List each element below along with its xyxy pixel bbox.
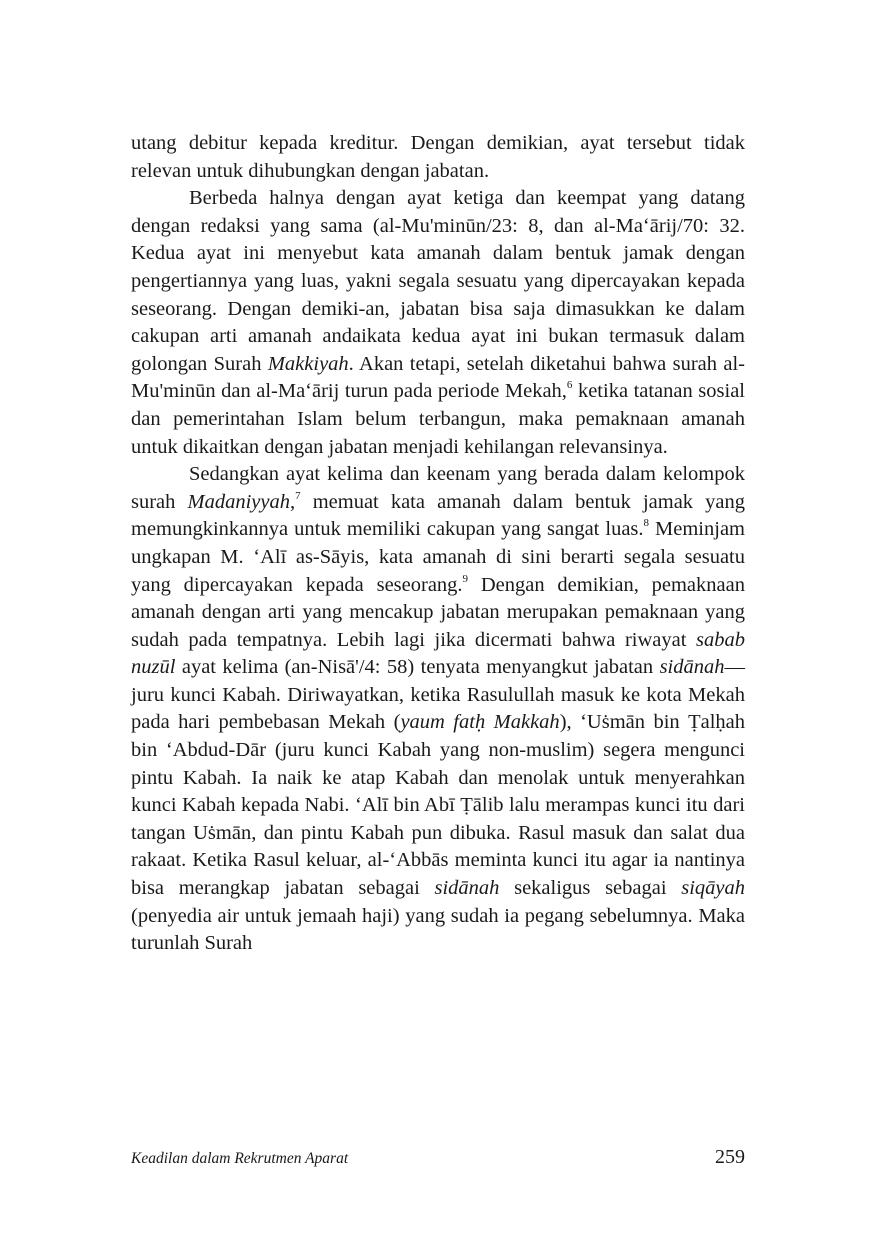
text-run: Dengan demikian, pemaknaan amanah dengan arti yang mencakup jabatan merupakan pemaknaan yang sudah pada tempatnya. Lebih lagi jika dicermati bahwa riwayat (131, 573, 745, 651)
paragraph (131, 461, 745, 958)
text-run: Berbeda halnya dengan ayat ketiga dan keempat yang datang dengan redaksi yang sama (al-Mu'minūn/23: 8, dan al-Maʻārij/70: 32. Kedua ayat ini menyebut kata amanah dalam bentuk jamak dengan pengertiannya yang luas, yakni segala sesuatu yang dipercayakan kepada seseorang. Dengan demiki-an, jabatan bisa saja dimasukkan ke dalam cakupan arti amanah andaikata kedua ayat ini bukan termasuk dalam golongan Surah (131, 187, 745, 375)
text-run: . Akan tetapi, setelah diketahui bahwa surah al-Mu'minūn dan al-Maʻārij turun pada periode Mekah, (131, 352, 745, 403)
text-run: utang debitur kepada kreditur. Dengan demikian, ayat tersebut tidak relevan untuk dihubungkan dengan jabatan. (131, 132, 745, 182)
italic-term: sidānah (659, 656, 725, 679)
italic-term: sabab nuzūl (131, 628, 745, 679)
text-run: ), ʻUṡmān bin Ṭalḥah bin ʻAbdud-Dār (juru kunci Kabah yang non-muslim) segera mengunci pintu Kabah. Ia naik ke atap Kabah dan menolak untuk menyerahkan kunci Kabah kepada Nabi. ʻAlī bin Abī Ṭālib lalu merampas kunci itu dari tangan Uṡmān, dan pintu Kabah pun dibuka. Rasul masuk dan salat dua rakaat. Ketika Rasul keluar, al-ʻAbbās meminta kunci itu agar ia nantinya bisa merangkap jabatan sebagai (131, 711, 746, 900)
italic-term: sidānah (434, 877, 500, 900)
paragraph (131, 185, 745, 461)
page-body (131, 130, 745, 958)
page-number: 259 (715, 1146, 745, 1168)
text-run: (penyedia air untuk jemaah haji) yang sudah ia pegang sebelumnya. Maka turunlah Surah (131, 904, 745, 955)
footnote-marker: 9 (462, 572, 469, 585)
text-run: Sedangkan ayat kelima dan keenam yang berada dalam kelompok surah (131, 463, 745, 513)
text-run: Meminjam ungkapan M. ʻAlī as-Sāyis, kata amanah di sini berarti segala sesuatu yang dipercayakan kepada seseorang. (131, 518, 745, 596)
text-run: ketika tatanan sosial dan pemerintahan Islam belum terbangun, maka pemaknaan amanah untuk dikaitkan dengan jabatan menjadi kehilangan relevansinya. (131, 380, 745, 458)
page-footer (131, 1146, 745, 1169)
footnote-marker: 8 (643, 517, 650, 530)
italic-term: siqāyah (681, 877, 746, 900)
text-run: ayat kelima (an-Nisā'/4: 58) tenyata menyangkut jabatan (175, 656, 660, 679)
text-run: —juru kunci Kabah. Diriwayatkan, ketika Rasulullah masuk ke kota Mekah pada hari pembebasan Mekah ( (131, 656, 745, 734)
paragraph (131, 130, 745, 185)
text-run: memuat kata amanah dalam bentuk jamak yang memungkinkannya untuk memiliki cakupan yang sangat luas. (131, 490, 745, 541)
running-title: Keadilan dalam Rekrutmen Aparat (131, 1150, 349, 1167)
footnote-marker: 7 (295, 489, 301, 502)
italic-term: yaum fatḥ Makkah (400, 711, 560, 734)
text-run: sekaligus sebagai (499, 877, 682, 900)
text-run: , (289, 490, 296, 513)
italic-term: Madaniyyah (187, 490, 290, 513)
italic-term: Makkiyah (267, 352, 349, 375)
footnote-marker: 6 (566, 379, 573, 392)
